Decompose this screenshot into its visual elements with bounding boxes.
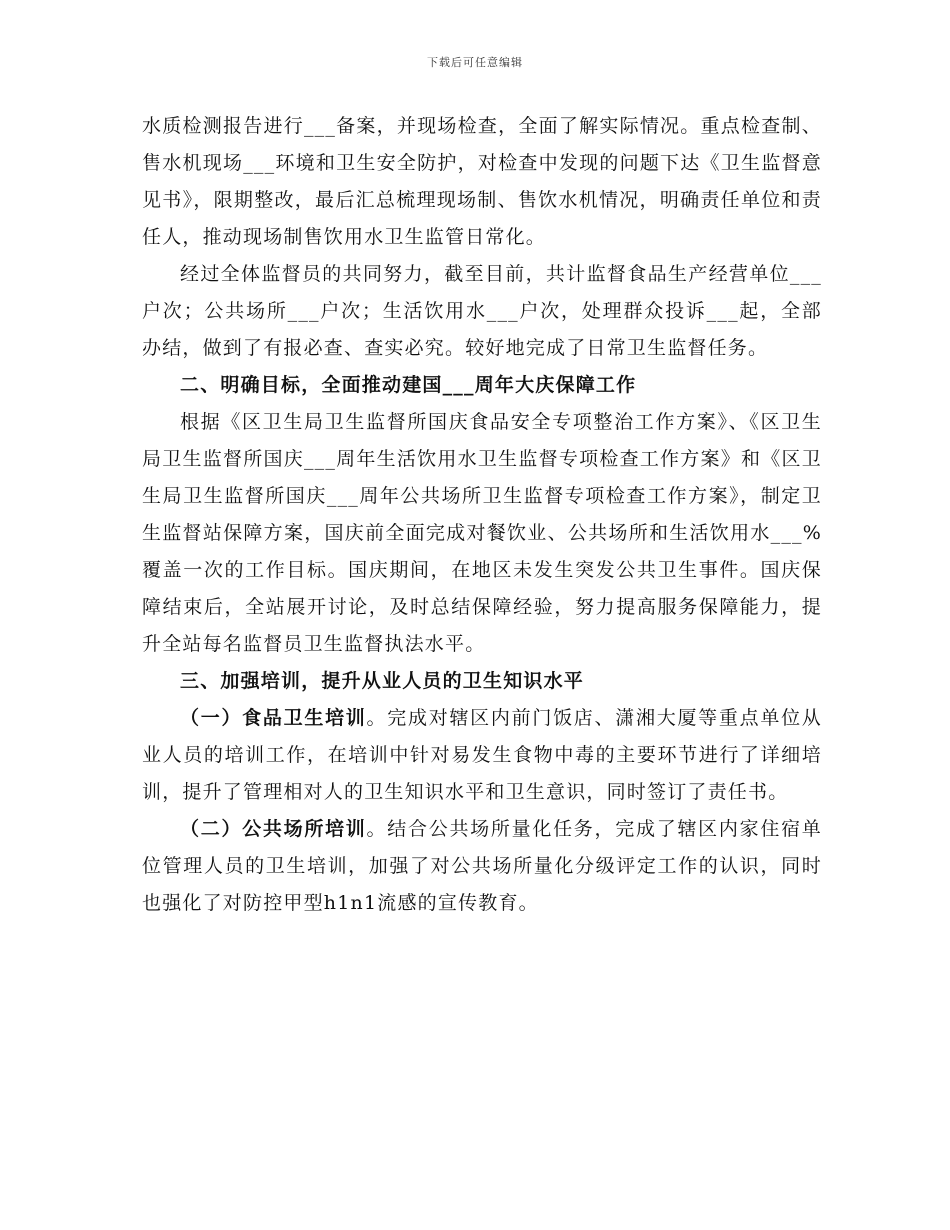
subsection-title-public-place-training: （二）公共场所培训 <box>180 818 367 840</box>
subsection-body-food-training: 。完成对辖区内前门饭店、潇湘大厦等重点单位从业人员的培训工作，在培训中针对易发生食物中毒的主要环节进行了详细培训，提升了管理相对人的卫生知识水平和卫生意识，同时签订了责任书。 <box>142 707 822 803</box>
section-heading-2: 二、明确目标，全面推动建国___周年大庆保障工作 <box>180 374 637 396</box>
document-body <box>142 108 822 922</box>
paragraph-food-training <box>142 700 822 811</box>
paragraph-public-place-training <box>142 811 822 922</box>
paragraph-supervision-summary: 经过全体监督员的共同努力，截至目前，共计监督食品生产经营单位___户次；公共场所___户次；生活饮用水___户次，处理群众投诉___起，全部办结，做到了有报必查、查实必究。较好地完成了日常卫生监督任务。 <box>142 263 822 359</box>
paragraph-water-inspection: 水质检测报告进行___备案，并现场检查，全面了解实际情况。重点检查制、售水机现场___环境和卫生安全防护，对检查中发现的问题下达《卫生监督意见书》，限期整改，最后汇总梳理现场制、售饮水机情况，明确责任单位和责任人，推动现场制售饮用水卫生监管日常化。 <box>142 115 822 248</box>
paragraph-national-day-plan: 根据《区卫生局卫生监督所国庆食品安全专项整治工作方案》、《区卫生局卫生监督所国庆___周年生活饮用水卫生监督专项检查工作方案》和《区卫生局卫生监督所国庆___周年公共场所卫生监督专项检查工作方案》，制定卫生监督站保障方案，国庆前全面完成对餐饮业、公共场所和生活饮用水___%覆盖一次的工作目标。国庆期间，在地区未发生突发公共卫生事件。国庆保障结束后，全站展开讨论，及时总结保障经验，努力提高服务保障能力，提升全站每名监督员卫生监督执法水平。 <box>142 411 822 655</box>
subsection-title-food-training: （一）食品卫生培训 <box>180 707 367 729</box>
subsection-body-public-place-training: 。结合公共场所量化任务，完成了辖区内家住宿单位管理人员的卫生培训，加强了对公共场所量化分级评定工作的认识，同时也强化了对防控甲型h1n1流感的宣传教育。 <box>142 818 822 914</box>
page-header-note: 下载后可任意编辑 <box>427 56 523 69</box>
section-heading-3: 三、加强培训，提升从业人员的卫生知识水平 <box>180 670 585 692</box>
